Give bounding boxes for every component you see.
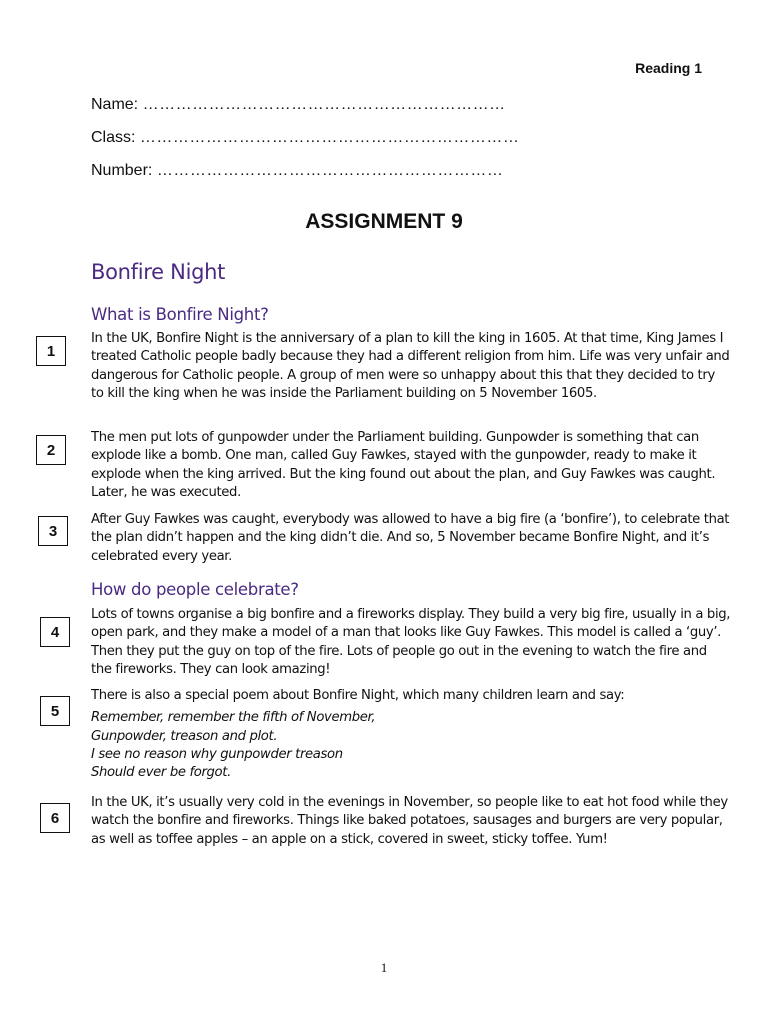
class-blank: …………………………………………………………… bbox=[139, 129, 520, 146]
paragraph-number-box: 3 bbox=[38, 516, 68, 546]
assignment-title: ASSIGNMENT 9 bbox=[305, 210, 463, 233]
name-label: Name: bbox=[91, 96, 139, 113]
poem-line-1: Remember, remember the fifth of November, bbox=[91, 710, 376, 726]
paragraph-number-box: 6 bbox=[40, 803, 70, 833]
section-heading-how-celebrate: How do people celebrate? bbox=[91, 580, 299, 599]
paragraph-6: In the UK, it’s usually very cold in the evenings in November, so people like to eat hot food while they watch the bonfire and fireworks. Things like baked potatoes, sausages and burgers are very popular, as well as toffee apples – an apple on a stick, covered in sweet, sticky toffee. Yum! bbox=[91, 795, 728, 847]
paragraph-1: In the UK, Bonfire Night is the anniversary of a plan to kill the king in 1605. At that time, King James I treated Catholic people badly because they had a different religion from him. Life was very unfair and dangerous for Catholic people. A group of men were so unhappy about this that they decided to try to kill the king when he was inside the Parliament building on 5 November 1605. bbox=[91, 331, 730, 401]
paragraph-number-box: 5 bbox=[40, 696, 70, 726]
poem-line-3: I see no reason why gunpowder treason bbox=[91, 746, 343, 762]
paragraph-number-box: 1 bbox=[36, 336, 66, 366]
bonfire-poem bbox=[91, 709, 731, 782]
reading-label: Reading 1 bbox=[635, 60, 702, 76]
name-blank: ………………………………………………………… bbox=[142, 96, 506, 113]
section-heading-what-is: What is Bonfire Night? bbox=[91, 305, 269, 324]
paragraph-number-box: 2 bbox=[36, 435, 66, 465]
number-field bbox=[91, 160, 519, 193]
class-field bbox=[91, 127, 519, 160]
document-title: Bonfire Night bbox=[91, 260, 226, 284]
paragraph-5 bbox=[91, 687, 731, 782]
number-label: Number: bbox=[91, 162, 153, 179]
paragraph-number-box: 4 bbox=[40, 617, 70, 647]
paragraph-2: The men put lots of gunpowder under the Parliament building. Gunpowder is something that can explode like a bomb. One man, called Guy Fawkes, stayed with the gunpowder, ready to make it explode when the king arrived. But the king found out about the plan, and Guy Fawkes was caught. Later, he was executed. bbox=[91, 430, 716, 500]
paragraph-5-intro: There is also a special poem about Bonfire Night, which many children learn and say: bbox=[91, 688, 625, 703]
page-number: 1 bbox=[380, 960, 388, 975]
name-field bbox=[91, 94, 519, 127]
paragraph-3: After Guy Fawkes was caught, everybody was allowed to have a big fire (a ‘bonfire’), to celebrate that the plan didn’t happen and the king didn’t die. And so, 5 November became Bonfire Night, and it’s celebrated every year. bbox=[91, 512, 730, 564]
number-blank: ……………………………………………………… bbox=[156, 162, 504, 179]
poem-line-4: Should ever be forgot. bbox=[91, 765, 231, 781]
poem-line-2: Gunpowder, treason and plot. bbox=[91, 728, 278, 744]
class-label: Class: bbox=[91, 129, 136, 146]
student-info-fields bbox=[91, 94, 519, 193]
paragraph-4: Lots of towns organise a big bonfire and a fireworks display. They build a very big fire, usually in a big, open park, and they make a model of a man that looks like Guy Fawkes. This model is called a ‘guy’. Then they put the guy on top of the fire. Lots of people go out in the evening to watch the fire and the fireworks. They can look amazing! bbox=[91, 607, 731, 677]
